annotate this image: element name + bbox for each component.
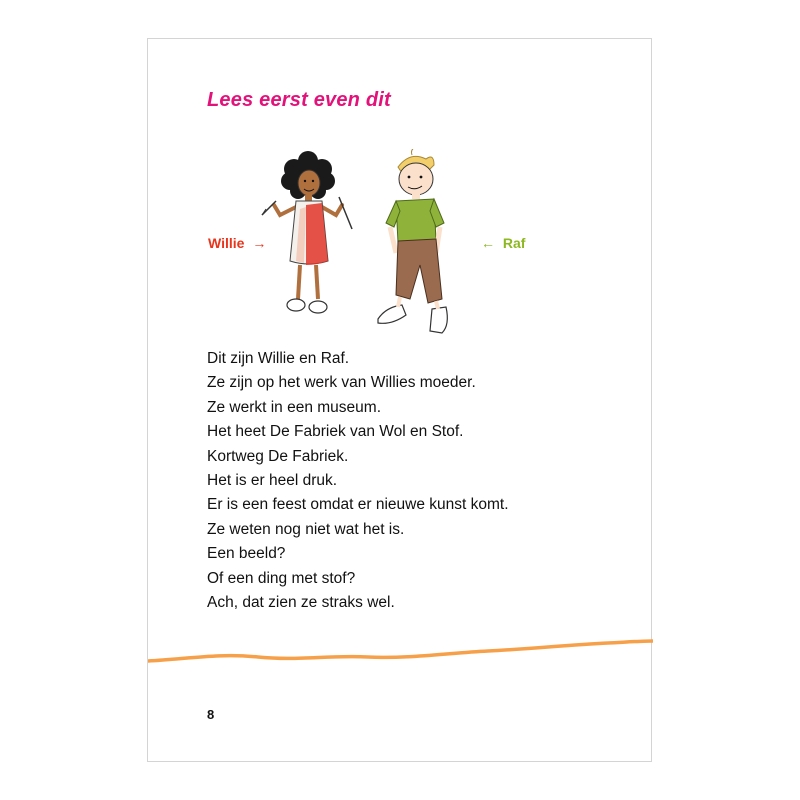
story-line: Ze werkt in een museum. [207, 398, 382, 416]
characters-illustration [148, 149, 653, 344]
page-number: 8 [207, 707, 215, 722]
story-line: Ze zijn op het werk van Willies moeder. [207, 374, 476, 392]
willie-illustration [260, 149, 356, 339]
story-line: Er is een feest omdat er nieuwe kunst komt. [207, 496, 509, 514]
story-line: Ach, dat zien ze straks wel. [207, 594, 395, 612]
orange-wave-divider [148, 635, 653, 671]
story-line: Het is er heel druk. [207, 472, 338, 490]
story-line: Kortweg De Fabriek. [207, 447, 349, 465]
raf-arrow-icon: ← [481, 235, 495, 251]
page-heading: Lees eerst even dit [207, 89, 391, 111]
story-line: Dit zijn Willie en Raf. [207, 350, 350, 367]
story-line: Een beeld? [207, 545, 286, 563]
story-text [207, 347, 509, 615]
willie-arrow-icon: → [252, 235, 267, 251]
story-line: Of een ding met stof? [207, 569, 356, 587]
willie-label [208, 235, 266, 251]
raf-label [481, 235, 525, 251]
book-page [147, 38, 652, 762]
willie-name: Willie [208, 235, 245, 251]
story-line: Ze weten nog niet wat het is. [207, 520, 405, 538]
raf-illustration [368, 149, 468, 341]
raf-name: Raf [502, 235, 526, 251]
story-line: Het heet De Fabriek van Wol en Stof. [207, 423, 464, 441]
